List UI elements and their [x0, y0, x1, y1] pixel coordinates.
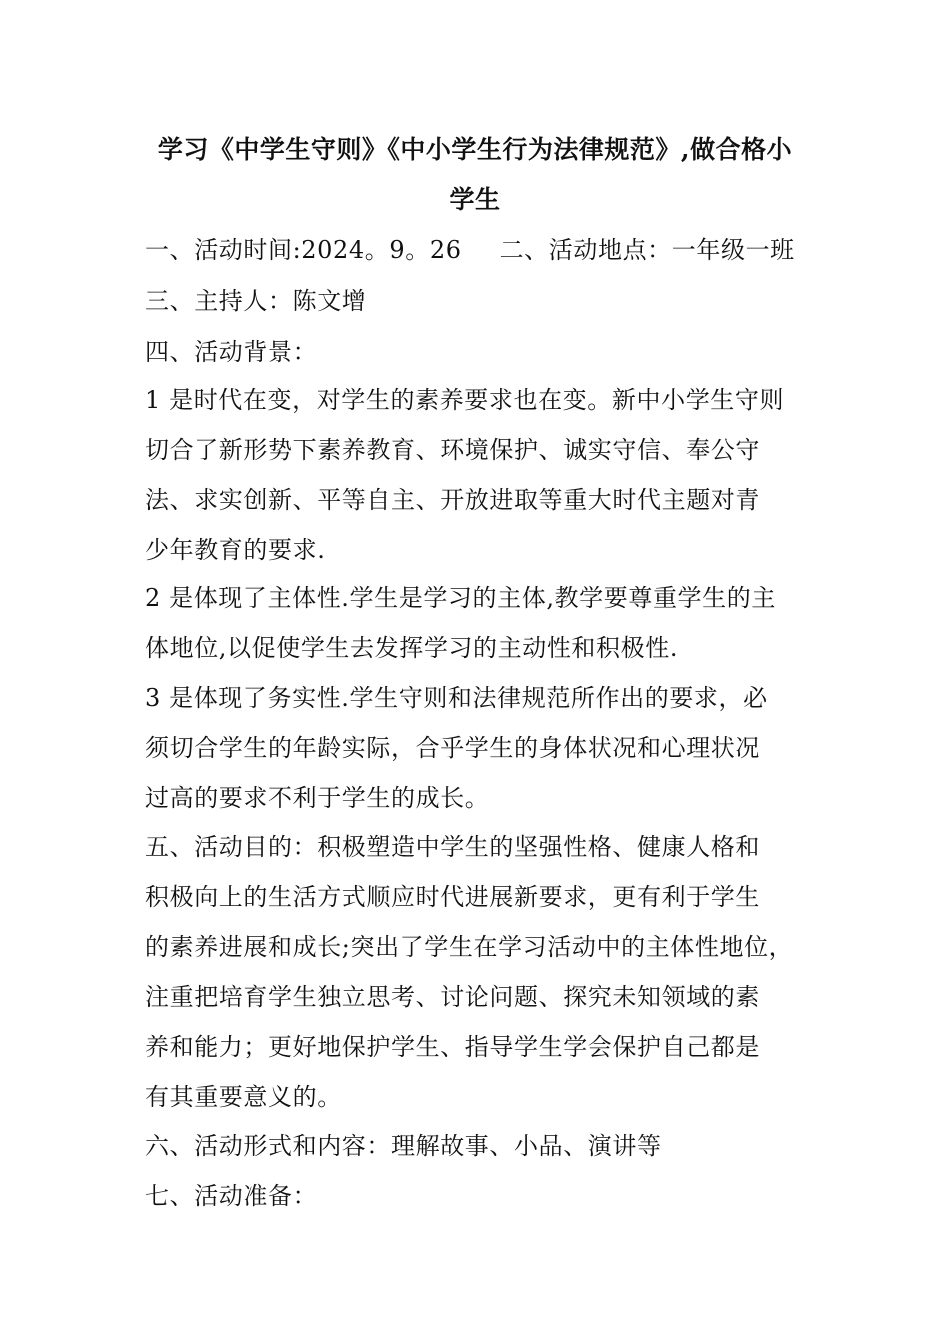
paragraph-3-line-1: 3 是体现了务实性.学生守则和法律规范所作出的要求，必	[145, 684, 768, 712]
paragraph-7: 七、活动准备：	[145, 1182, 318, 1210]
paragraph-3-line-3: 过高的要求不利于学生的成长。	[145, 784, 490, 812]
paragraph-2-line-1: 2 是体现了主体性.学生是学习的主体,教学要尊重学生的主	[145, 584, 776, 612]
paragraph-5-line-5: 养和能力；更好地保护学生、指导学生学会保护自己都是	[145, 1033, 760, 1061]
document-title-line-1: 学习《中学生守则》《中小学生行为法律规范》,做合格小	[157, 135, 793, 164]
paragraph-2-line-2: 体地位,以促使学生去发挥学习的主动性和积极性.	[145, 634, 679, 662]
activity-info-line	[145, 235, 825, 265]
document-title-line-2: 学生	[449, 185, 501, 214]
paragraph-1-line-3: 法、求实创新、平等自主、开放进取等重大时代主题对青	[145, 486, 760, 514]
paragraph-5-line-4: 注重把培育学生独立思考、讨论问题、探究未知领域的素	[145, 983, 760, 1011]
paragraph-1-line-4: 少年教育的要求.	[145, 536, 326, 564]
activity-time: 一、活动时间:2024。9。26	[145, 236, 462, 264]
paragraph-5-line-2: 积极向上的生活方式顺应时代进展新要求，更有利于学生	[145, 883, 760, 911]
paragraph-1-line-2: 切合了新形势下素养教育、环境保护、诚实守信、奉公守	[145, 436, 760, 464]
host-line: 三、主持人：陈文增	[145, 287, 367, 315]
paragraph-3-line-2: 须切合学生的年龄实际，合乎学生的身体状况和心理状况	[145, 734, 760, 762]
paragraph-5-line-6: 有其重要意义的。	[145, 1083, 342, 1111]
activity-place: 二、活动地点：一年级一班	[499, 236, 795, 264]
paragraph-6: 六、活动形式和内容：理解故事、小品、演讲等	[145, 1132, 662, 1160]
paragraph-1-line-1: 1 是时代在变，对学生的素养要求也在变。新中小学生守则	[145, 386, 785, 414]
paragraph-5-line-1: 五、活动目的：积极塑造中学生的坚强性格、健康人格和	[145, 833, 760, 861]
background-heading: 四、活动背景：	[145, 338, 318, 366]
paragraph-5-line-3: 的素养进展和成长;突出了学生在学习活动中的主体性地位，	[145, 933, 794, 961]
